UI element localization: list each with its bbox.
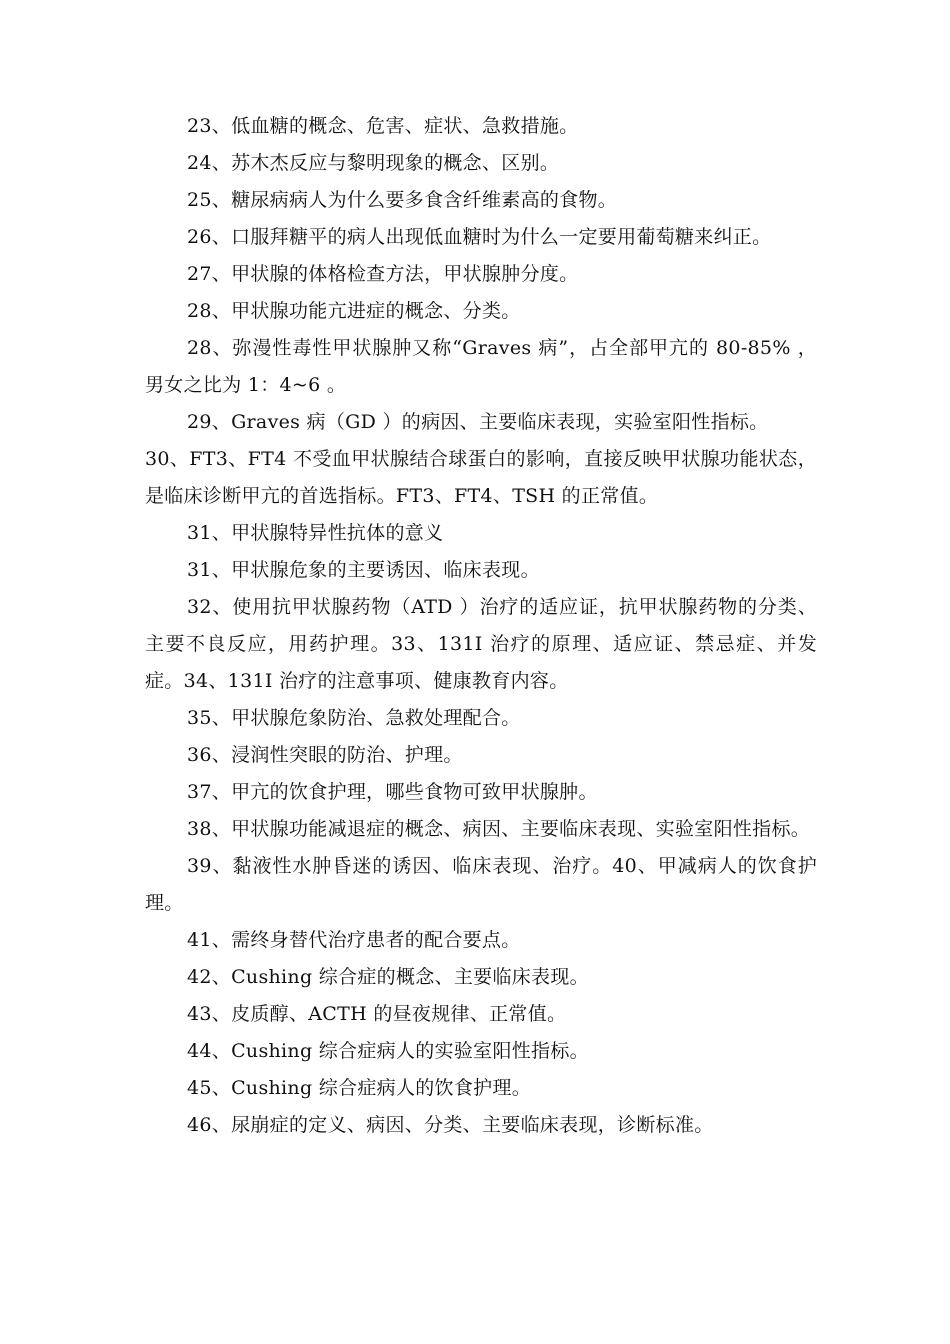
paragraph-42: 42、Cushing 综合症的概念、主要临床表现。	[187, 966, 589, 988]
paragraph-46: 46、尿崩症的定义、病因、分类、主要临床表现，诊断标准。	[187, 1114, 714, 1136]
paragraph-28a: 28、甲状腺功能亢进症的概念、分类。	[187, 300, 521, 322]
paragraph-24: 24、苏木杰反应与黎明现象的概念、区别。	[187, 152, 560, 174]
paragraph-27: 27、甲状腺的体格检查方法，甲状腺肿分度。	[187, 263, 579, 285]
paragraph-25: 25、糖尿病病人为什么要多食含纤维素高的食物。	[187, 189, 618, 211]
paragraph-26: 26、口服拜糖平的病人出现低血糖时为什么一定要用葡萄糖来纠正。	[187, 226, 772, 248]
paragraph-41: 41、需终身替代治疗患者的配合要点。	[187, 929, 521, 951]
paragraph-29: 29、Graves 病（GD ）的病因、主要临床表现，实验室阳性指标。	[187, 411, 769, 433]
paragraph-31a: 31、甲状腺特异性抗体的意义	[187, 522, 444, 544]
paragraph-44: 44、Cushing 综合症病人的实验室阳性指标。	[187, 1040, 589, 1062]
paragraph-30: 30、FT3、FT4 不受血甲状腺结合球蛋白的影响，直接反映甲状腺功能状态，是临床诊断甲亢的首选指标。FT3、FT4、TSH 的正常值。	[145, 448, 817, 507]
paragraph-31b: 31、甲状腺危象的主要诱因、临床表现。	[187, 559, 540, 581]
paragraph-38: 38、甲状腺功能减退症的概念、病因、主要临床表现、实验室阳性指标。	[187, 818, 811, 840]
paragraph-23: 23、低血糖的概念、危害、症状、急救措施。	[187, 115, 579, 137]
paragraph-32-34: 32、使用抗甲状腺药物（ATD ）治疗的适应证，抗甲状腺药物的分类、主要不良反应，用药护理。33、131I 治疗的原理、适应证、禁忌症、并发症。34、131I 治疗的注意事项、健康教育内容。	[145, 596, 817, 692]
paragraph-28b: 28、弥漫性毒性甲状腺肿又称“Graves 病”，占全部甲亢的 80-85% ，男女之比为 1：4~6 。	[145, 337, 817, 396]
paragraph-37: 37、甲亢的饮食护理，哪些食物可致甲状腺肿。	[187, 781, 598, 803]
paragraph-45: 45、Cushing 综合症病人的饮食护理。	[187, 1077, 532, 1099]
paragraph-39-40: 39、黏液性水肿昏迷的诱因、临床表现、治疗。40、甲减病人的饮食护理。	[145, 855, 817, 914]
document-body	[145, 108, 817, 1144]
paragraph-35: 35、甲状腺危象防治、急救处理配合。	[187, 707, 521, 729]
paragraph-43: 43、皮质醇、ACTH 的昼夜规律、正常值。	[187, 1003, 567, 1025]
paragraph-36: 36、浸润性突眼的防治、护理。	[187, 744, 463, 766]
